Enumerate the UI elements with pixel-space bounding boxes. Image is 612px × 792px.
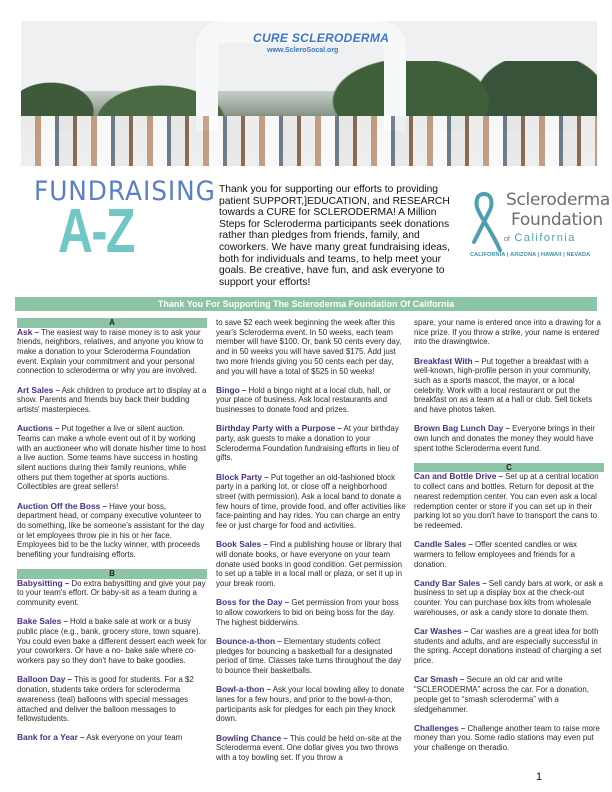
awareness-ribbon-icon [470, 192, 504, 254]
entry-candle-sales: Candle Sales – Offer scented candles or wax warmers to fellow employees and friends for a donation. [414, 539, 577, 569]
entry-term: Auctions [17, 423, 53, 434]
entry-bowling-chance-continued: spare, your name is entered once into a drawing for a nice prize. If you throw a strike, your name is entered into the drawingtwice. [414, 318, 601, 347]
entry-term: Bingo [216, 384, 240, 395]
entry-bowling-chance: Bowling Chance – This could be held on-site at the Scleroderma event. One dollar gives you two throws with a toy bowling set. If you throw a [216, 732, 402, 763]
entry-text: Challenge another team to raise more money than you. Some radio stations may even put your challenge on theradio. [414, 723, 600, 753]
column-2 [216, 318, 406, 772]
entry-text: Find a publishing house or library that will donate books, or have everyone on your team donate used books in good condition. Get permission to set up a table in a local mall or plaza, or set it up in your break room. [216, 540, 402, 589]
logo-regions: CALIFORNIA | ARIZONA | HAWAII | NEVADA [470, 252, 591, 258]
section-header-c: C [414, 463, 604, 473]
entry-term: Art Sales [17, 384, 54, 395]
entry-text: Put together a live or silent auction. Teams can make a whole event out of it by working with an auctioneer who will donate his/her time to host a live auction. Some teams have success in hosting silent auctions during their family reunions, while others put them together at sports auctions. Collectibles are great sellers! [17, 424, 207, 492]
entry-term: Challenges [414, 722, 459, 733]
entry-breakfast-with: Breakfast With – Put together a breakfast with a well-known, high-profile person in your community, such as a sports mascot, the mayor, or a local celebrity. Work with a local restaurant or put the breakfast on as a team at a hall or club. Sell tickets and have photos taken. [414, 355, 593, 415]
entry-car-smash: Car Smash – Secure an old car and write “SCLERODERMA” across the car. For a donation, people get to “smash scleroderma” with a sledgehammer. [414, 674, 589, 714]
entry-term: Boss for the Day [216, 597, 283, 608]
entry-term: Bowling Chance [216, 732, 282, 743]
entry-birthday-party: Birthday Party with a Purpose – At your birthday party, ask guests to make a donation to your Scleroderma Foundation fundraising efforts in lieu of gifts. [216, 423, 399, 463]
page-number: 1 [536, 771, 543, 783]
entry-challenges: Challenges – Challenge another team to raise more money than you. Some radio stations may even put your challenge on theradio. [414, 722, 600, 753]
entry-text: Car washes are a great idea for both students and adults, and are especially successful in the spring. Accept donations instead of charging a set price. [414, 627, 602, 666]
logo-line-scleroderma: Scleroderma [506, 190, 610, 210]
entry-term: Can and Bottle Drive [414, 471, 497, 482]
entry-text: Sell candy bars at work, or ask a business to set up a display box at the check-out counter. You can purchase box kits from wholesale warehouses, or ask a candy store to donate them. [414, 578, 603, 617]
entry-text: Offer scented candles or wax warmers to fellow employees and friends for a donation. [414, 540, 577, 569]
entry-babysitting: Babysitting – Do extra babysitting and give your pay to your team's effort. Or baby-sit as a team during a community event. [17, 577, 206, 608]
entry-text: This is good for students. For a $2 donation, students take orders for scleroderma awareness (teal) balloons with special messages attached and deliver the balloon messages to fellowstudents. [17, 675, 194, 724]
entry-term: Bake Sales [17, 616, 62, 627]
entry-text: Put together a breakfast with a well-known, high-profile person in your community, such as a sports mascot, the mayor, or a local celebrity. Work with a local restaurant or put the breakfast on as a team at a hall or club. Sell tickets and have photos taken. [414, 356, 593, 415]
entry-text: The easiest way to raise money is to ask your friends, neighbors, relatives, and anyone you know to make a donation to your Scleroderma Foundation event. Explain your commitment and your personal connection to scleroderma or why you are involved. [17, 327, 204, 376]
arch-text: CURE SCLERODERMA [253, 31, 390, 45]
entry-text: Do extra babysitting and give your pay to your team's effort. Or baby-sit as a team during a community event. [17, 578, 206, 608]
entry-auction-off-the-boss: Auction Off the Boss – Have your boss, department head, or company executive volunteer to do something, like be someone's assistant for the day or let employees throw pie in his or her face. Employees bid to be the lucky winner, with proceeds benefiting your fundraising efforts. [17, 500, 205, 560]
entry-bowl-a-thon: Bowl-a-thon – Ask your local bowling alley to donate lanes for a few hours, and prior to the bowl-a-thon, participants ask for pledges for each pin they knock down. [216, 684, 405, 724]
entry-auctions: Auctions – Put together a live or silent auction. Teams can make a whole event out of it by working with an auctioneer who will donate his/her time to host a live auction. Some teams have success in hosting silent auctions during their family reunions, while others put them together at sports auctions. Collectibles are great sellers! [17, 423, 207, 492]
entry-block-party: Block Party – Put together an old-fashioned block party in a parking lot, or close off a neighborhood street (with permission). Ask a local band to donate a few hours of time, provide food, and offer activities like face-painting and hay rides. You can charge an entry fee or just charge for food and activities. [216, 471, 406, 531]
entry-bank-for-a-year: Bank for a Year – Ask everyone on your team [17, 732, 183, 743]
entry-book-sales: Book Sales – Find a publishing house or library that will donate books, or have everyone on your team donate used books in good condition. Get permission to set up a table in a local mall or plaza, or set it up in your break room. [216, 539, 402, 589]
entry-text: Put together an old-fashioned block party in a parking lot, or close off a neighborhood street (with permission). Ask a local band to donate a few hours of time, provide food, and offer activities like face-painting and hay rides. You can charge an entry fee or just charge for food and activities. [216, 472, 406, 531]
entry-term: Brown Bag Lunch Day [414, 423, 504, 434]
title-a-z: A-Z [58, 197, 134, 266]
entry-term: Bounce-a-thon [216, 635, 276, 646]
arch-url: www.ScleroSocal.org [267, 47, 339, 54]
entry-text: Ask children to produce art to display at a show. Parents and friends buy back their budding artists' masterpieces. [17, 385, 207, 414]
entry-can-and-bottle-drive: Can and Bottle Drive – Set up at a central location to collect cans and bottles. Return for deposit at the nearest redemption center. You can even ask a local redemption center or store if you can set up in their parking lot so you don't have to transport the cans to be redeemed. [414, 471, 599, 530]
entry-term: Ask [17, 326, 33, 337]
entry-text: Elementary students collect pledges for bouncing a basketball for a designated period of time. Classes take turns throughout the day to bounce their basketballs. [216, 636, 402, 676]
entry-term: Auction Off the Boss [17, 500, 101, 511]
entry-term: Car Smash [414, 674, 458, 685]
entry-text: At your birthday party, ask guests to make a donation to your Scleroderma Foundation fundraising efforts in lieu of gifts. [216, 424, 399, 463]
entry-text: Everyone brings in their own lunch and donates the money they would have spent tothe Scleroderma event fund. [414, 424, 596, 453]
logo-of: of [504, 236, 510, 243]
entry-term: Bowl-a-thon [216, 684, 265, 695]
entry-term: Block Party [216, 471, 263, 482]
entry-text: This could be held on-site at the Scleroderma event. One dollar gives you two throws with a toy bowling set. If you throw a [216, 733, 402, 763]
logo-california: California [514, 232, 576, 244]
entry-term: Bank for a Year [17, 732, 78, 743]
entry-text: Secure an old car and write “SCLERODERMA” across the car. For a donation, people get to “smash scleroderma” with a sledgehammer. [414, 675, 589, 714]
entry-bake-sales: Bake Sales – Hold a bake sale at work or a busy public place (e.g., bank, grocery store, town square). You could even bake a different dessert each week for your coworkers. Or have a no- bake sale where co-workers pay so they don't have to bake goodies. [17, 616, 207, 666]
entry-text: Have your boss, department head, or company executive volunteer to do something, like be someone's assistant for the day or let employees throw pie in his or her face. Employees bid to be the lucky winner, with proceeds benefiting your fundraising efforts. [17, 501, 205, 560]
logo-line-california [504, 232, 576, 244]
entry-term: Breakfast With [414, 355, 473, 366]
entry-term: Babysitting [17, 577, 63, 588]
entry-term: Candle Sales [414, 539, 467, 550]
entry-term: Candy Bar Sales [414, 577, 481, 588]
entry-car-washes: Car Washes – Car washes are a great idea for both students and adults, and are especially successful in the spring. Accept donations instead of charging a set price. [414, 626, 602, 666]
entry-balloon-day: Balloon Day – This is good for students. For a $2 donation, students take orders for scleroderma awareness (teal) balloons with special messages attached and deliver the balloon messages to fellowstudents. [17, 674, 194, 724]
entry-candy-bar-sales: Candy Bar Sales – Sell candy bars at work, or ask a business to set up a display box at the check-out counter. You can purchase box kits from wholesale warehouses, or ask a candy store to donate them. [414, 577, 603, 617]
entry-text: Ask your local bowling alley to donate lanes for a few hours, and prior to the bowl-a-thon, participants ask for pledges for each pin they knock down. [216, 685, 405, 724]
thank-you-banner: Thank You For Supporting The Scleroderma Foundation Of California [15, 297, 597, 311]
entry-text: Set up at a central location to collect cans and bottles. Return for deposit at the nearest redemption center. You can even ask a local redemption center or store if you can set up in their parking lot so you don't have to transport the cans to be redeemed. [414, 472, 599, 530]
entry-bank-for-a-year-continued: to save $2 each week beginning the week after this year's Scleroderma event. In 50 weeks, each team member will have $100. Or, bank 50 cents every day, and in 50 weeks you will have saved $175. Add just two more friends giving you 50 cents each per day, and you will have a total of $525 in 50 weeks! [216, 318, 402, 376]
hero-photo [21, 21, 597, 166]
entry-text: Get permission from your boss to allow coworkers to bid on being boss for the day. The highest bidderwins. [216, 598, 399, 627]
entry-art-sales: Art Sales – Ask children to produce art to display at a show. Parents and friends buy back their budding artists' masterpieces. [17, 384, 207, 414]
entry-term: Car Washes [414, 626, 462, 637]
foundation-logo [468, 190, 608, 270]
entry-term: Birthday Party with a Purpose [216, 423, 336, 434]
entry-boss-for-the-day: Boss for the Day – Get permission from your boss to allow coworkers to bid on being boss for the day. The highest bidderwins. [216, 597, 399, 627]
entry-bingo: Bingo – Hold a bingo night at a local club, hall, or your place of business. Ask local restaurants and businesses to donate food and prizes. [216, 384, 391, 415]
entry-ask: Ask – The easiest way to raise money is to ask your friends, neighbors, relatives, and anyone you know to make a donation to your Scleroderma Foundation event. Explain your commitment and your personal connection to scleroderma or why you are involved. [17, 326, 204, 376]
entry-text: Hold a bingo night at a local club, hall, or your place of business. Ask local restaurants and businesses to donate food and prizes. [216, 385, 391, 415]
entry-bounce-a-thon: Bounce-a-thon – Elementary students collect pledges for bouncing a basketball for a designated period of time. Classes take turns throughout the day to bounce their basketballs. [216, 635, 402, 676]
column-3 [414, 318, 604, 762]
entry-text: Hold a bake sale at work or a busy public place (e.g., bank, grocery store, town square). You could even bake a different dessert each week for your coworkers. Or have a no- bake sale where co-workers pay so they don't have to bake goodies. [17, 617, 207, 666]
logo-line-foundation: Foundation [511, 210, 603, 230]
intro-paragraph: Thank you for supporting our efforts to providing patient SUPPORT,]EDUCATION, and RESEARCH towards a CURE for SCLERODERMA! A Million Steps for Scleroderma participants seek donations rather than pledges from friends, family, and coworkers. We have many great fundraising ideas, both for individuals and teams, to help meet your goals. Be creative, have fun, and ask everyone to support your efforts! [219, 184, 451, 288]
section-header-b: B [17, 569, 207, 579]
entry-text: Ask everyone on your team [86, 733, 183, 743]
entry-brown-bag-lunch-day: Brown Bag Lunch Day – Everyone brings in their own lunch and donates the money they would have spent tothe Scleroderma event fund. [414, 423, 596, 453]
title-fundraising: FUNDRAISING [34, 176, 216, 207]
crowd [21, 116, 597, 166]
entry-term: Balloon Day [17, 674, 66, 685]
section-header-a: A [17, 318, 207, 328]
entry-term: Book Sales [216, 539, 262, 550]
column-1 [17, 318, 207, 753]
